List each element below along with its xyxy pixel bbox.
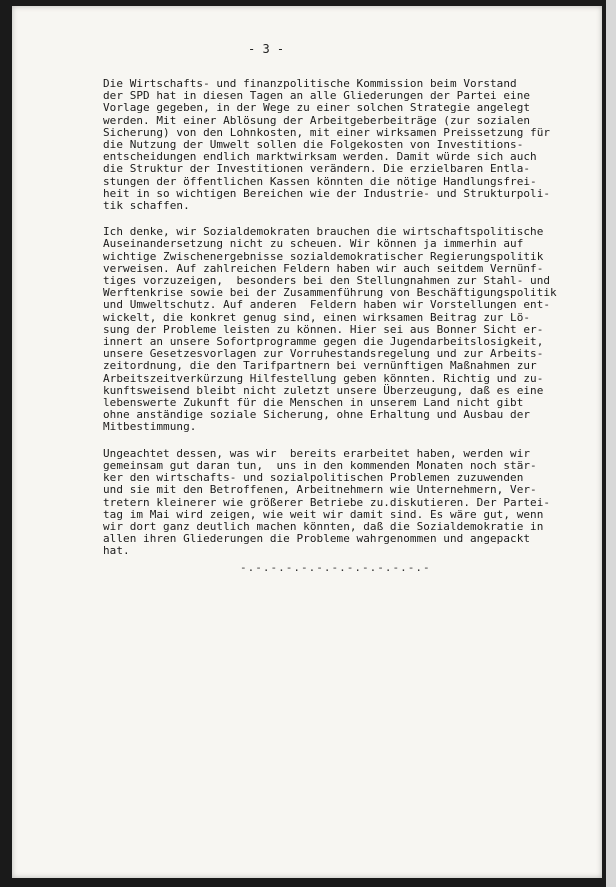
text-line: Sicherung) von den Lohnkosten, mit einer wirksamen Preissetzung für — [103, 125, 551, 139]
text-line: Arbeitszeitverkürzung Hilfestellung geben könnten. Richtig und zu- — [103, 371, 544, 385]
text-line: wickelt, die konkret genug sind, einen wirksamen Beitrag zur Lö- — [103, 310, 531, 324]
text-line: Ungeachtet dessen, was wir bereits erarbeitet haben, werden wir — [103, 446, 531, 460]
text-line: und Umweltschutz. Auf anderen Feldern haben wir Vorstellungen ent- — [103, 298, 551, 312]
text-line: die Struktur der Investitionen verändern. Die erzielbaren Entla- — [103, 162, 531, 176]
text-line: verweisen. Auf zahlreichen Feldern haben wir auch seitdem Vernünf- — [103, 261, 544, 275]
text-line: tag im Mai wird zeigen, wie weit wir damit sind. Es wäre gut, wenn — [103, 507, 544, 521]
page-number: - 3 - — [248, 42, 285, 56]
text-line: unsere Gesetzesvorlagen zur Vorruhestandsregelung und zur Arbeits- — [103, 347, 544, 361]
text-line: zeitordnung, die den Tarifpartnern bei vernünftigen Maßnahmen zur — [103, 359, 537, 373]
text-line: und sie mit den Betroffenen, Arbeitnehmern wie Unternehmern, Ver- — [103, 483, 537, 497]
text-line: allen ihren Gliederungen die Probleme wahrgenommen und angepackt — [103, 532, 531, 546]
text-line: innert an unsere Sofortprogramme gegen die Jugendarbeitslosigkeit, — [103, 335, 544, 349]
page-edge — [606, 0, 616, 887]
text-line: der SPD hat in diesen Tagen an alle Gliederungen der Partei eine — [103, 89, 531, 103]
text-line: Auseinandersetzung nicht zu scheuen. Wir können ja immerhin auf — [103, 237, 524, 251]
text-line: gemeinsam gut daran tun, uns in den kommenden Monaten noch stär- — [103, 458, 537, 472]
text-line: heit in so wichtigen Bereichen wie der Industrie- und Strukturpoli- — [103, 186, 551, 200]
text-line: tik schaffen. — [103, 199, 190, 213]
text-line: sung der Probleme leisten zu können. Hier sei aus Bonner Sicht er- — [103, 322, 544, 336]
body-text — [103, 78, 589, 558]
text-line: tiges vorzuzeigen, besonders bei den Stellungnahmen zur Stahl- und — [103, 274, 551, 288]
text-line: Werftenkrise sowie bei der Zusammenführung von Beschäftigungspolitik — [103, 286, 557, 300]
text-line: die Nutzung der Umwelt sollen die Folgekosten von Investitions- — [103, 138, 524, 152]
text-line: ohne anständige soziale Sicherung, ohne Erhaltung und Ausbau der — [103, 408, 531, 422]
text-line: wir dort ganz deutlich machen könnten, daß die Sozialdemokratie in — [103, 519, 544, 533]
text-line: tretern kleinerer wie größerer Betriebe zu.diskutieren. Der Partei- — [103, 495, 551, 509]
text-line: kunftsweisend bleibt nicht zuletzt unsere Überzeugung, daß es eine — [103, 383, 544, 397]
text-line: stungen der öffentlichen Kassen könnten die nötige Handlungsfrei- — [103, 174, 537, 188]
text-line: Mitbestimmung. — [103, 420, 197, 434]
paragraph-2 — [103, 226, 589, 433]
text-line: entscheidungen endlich marktwirksam werden. Damit würde sich auch — [103, 150, 537, 164]
text-line: lebenswerte Zukunft für die Menschen in unserem Land nicht gibt — [103, 396, 524, 410]
paragraph-3 — [103, 448, 589, 558]
text-line: Die Wirtschafts- und finanzpolitische Kommission beim Vorstand — [103, 77, 517, 90]
text-line: Ich denke, wir Sozialdemokraten brauchen die wirtschaftspolitische — [103, 225, 544, 239]
text-line: werden. Mit einer Ablösung der Arbeitgeberbeiträge (zur sozialen — [103, 113, 531, 127]
text-line: wichtige Zwischenergebnisse sozialdemokratischer Regierungspolitik — [103, 249, 544, 263]
paragraph-1 — [103, 78, 589, 212]
text-line: ker den wirtschafts- und sozialpolitischen Problemen zuzuwenden — [103, 471, 524, 485]
end-separator: -.-.-.-.-.-.-.-.-.-.-.-.- — [240, 561, 431, 574]
text-line: hat. — [103, 544, 130, 558]
text-line: Vorlage gegeben, in der Wege zu einer solchen Strategie angelegt — [103, 101, 531, 115]
